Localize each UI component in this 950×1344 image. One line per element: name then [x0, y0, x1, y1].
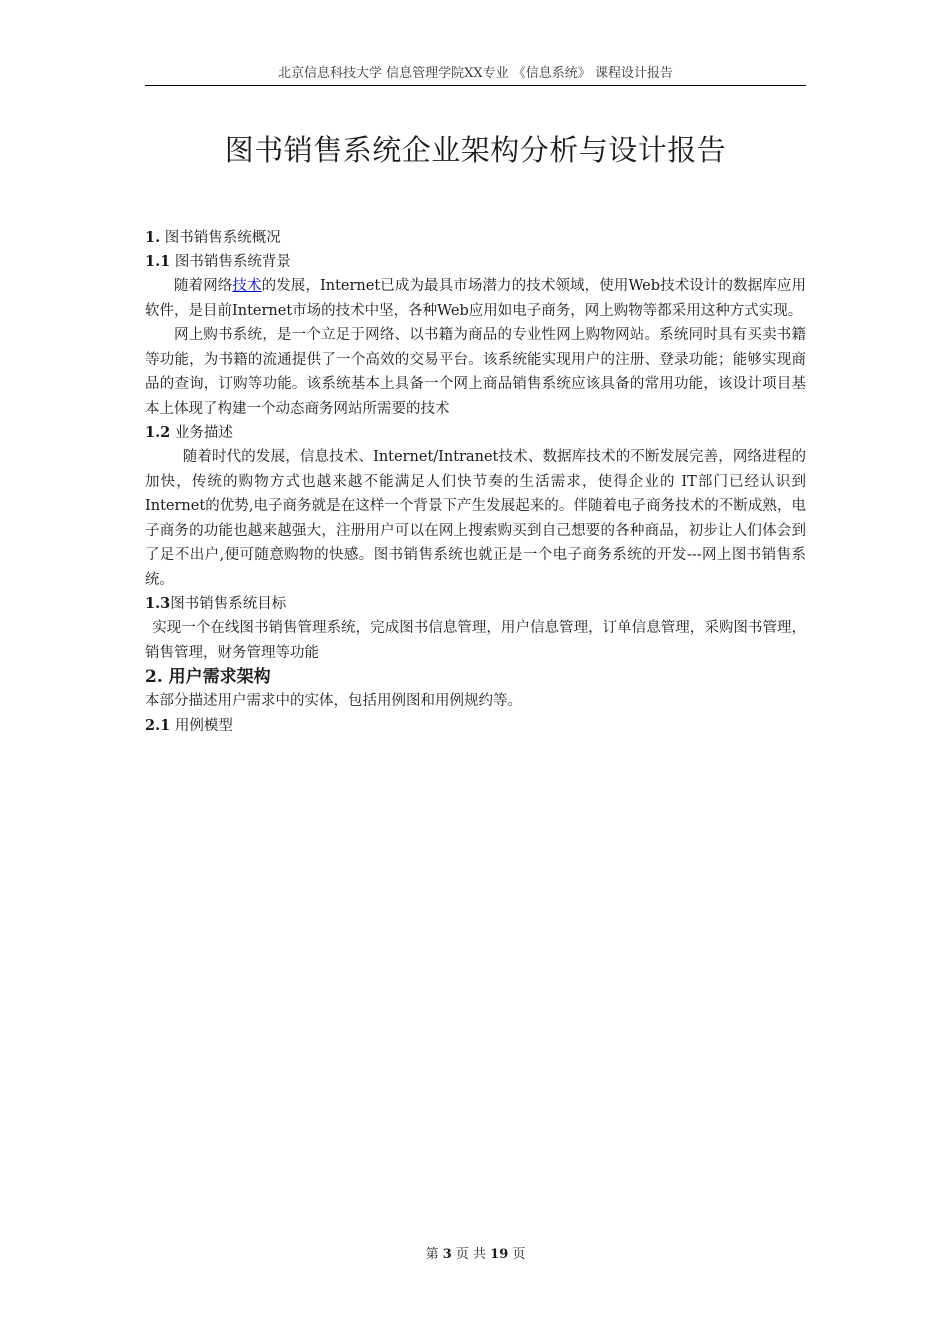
paragraph-business: 随着时代的发展，信息技术、Internet/Intranet技术、数据库技术的不断发展完善，网络进程的加快，传统的购物方式也越来越不能满足人们快节奏的生活需求，使得企业的 IT部门已经认识到Internet的优势,电子商务就是在这样一个背景下产生发展起来的。伴随着电子商务技术的不断成熟，电子商务的功能也越来越强大，注册用户可以在网上搜索购买到自己想要的各种商品，初步让人们体会到了足不出户,便可随意购物的快感。图书销售系统也就正是一个电子商务系统的开发---网上图书销售系统。: [145, 449, 806, 588]
page-header: 北京信息科技大学 信息管理学院XX专业 《信息系统》 课程设计报告: [278, 66, 673, 81]
paragraph-goals: 实现一个在线图书销售管理系统，完成图书信息管理，用户信息管理，订单信息管理，采购图书管理，销售管理，财务管理等功能: [145, 620, 806, 661]
paragraph-text: 随着网络: [174, 278, 233, 294]
section-heading-1: [145, 226, 806, 250]
section-number: 1.1: [145, 253, 171, 270]
section-heading-1-2: [145, 421, 806, 445]
section-number: 2.1: [145, 716, 171, 734]
page-footer: [145, 1247, 806, 1263]
section-title: 用例模型: [170, 717, 233, 734]
paragraph-requirements: 本部分描述用户需求中的实体，包括用例图和用例规约等。: [145, 693, 522, 709]
section-heading-1-1: [145, 250, 806, 274]
paragraph-background-1: [145, 274, 806, 323]
section-number: 1.2: [145, 424, 171, 441]
document-body: [145, 226, 806, 738]
section-heading-2: 2. 用户需求架构: [145, 667, 271, 687]
footer-prefix: 第: [425, 1247, 443, 1262]
total-page-count: 19: [490, 1247, 509, 1262]
paragraph-background-2: 网上购书系统，是一个立足于网络、以书籍为商品的专业性网上购物网站。系统同时具有买卖书籍等功能，为书籍的流通提供了一个高效的交易平台。该系统能实现用户的注册、登录功能；能够实现商品的查询，订购等功能。该系统基本上具备一个网上商品销售系统应该具备的常用功能，该设计项目基本上体现了构建一个动态商务网站所需要的技术: [145, 327, 806, 417]
paragraph-text: 的发展，Internet已成为最具市场潜力的技术领域，使用Web技术设计的数据库应用软件，是目前Internet市场的技术中坚，各种Web应用如电子商务，网上购物等都采用这种方式实现。: [145, 278, 807, 319]
document-title: 图书销售系统企业架构分析与设计报告: [224, 133, 727, 167]
section-title: 图书销售系统概况: [160, 230, 281, 246]
section-title: 业务描述: [170, 425, 233, 441]
section-title: 图书销售系统背景: [170, 254, 291, 270]
technology-link[interactable]: 技术: [232, 278, 262, 294]
footer-suffix: 页: [508, 1247, 526, 1262]
section-title: 图书销售系统目标: [170, 596, 287, 612]
section-number: 1.: [145, 229, 161, 246]
section-heading-2-1: [145, 714, 806, 738]
section-heading-1-3: [145, 592, 806, 616]
header-rule: [145, 85, 806, 86]
footer-middle: 页 共: [451, 1247, 491, 1262]
current-page-number: 3: [442, 1247, 452, 1262]
section-number: 1.3: [145, 595, 171, 612]
